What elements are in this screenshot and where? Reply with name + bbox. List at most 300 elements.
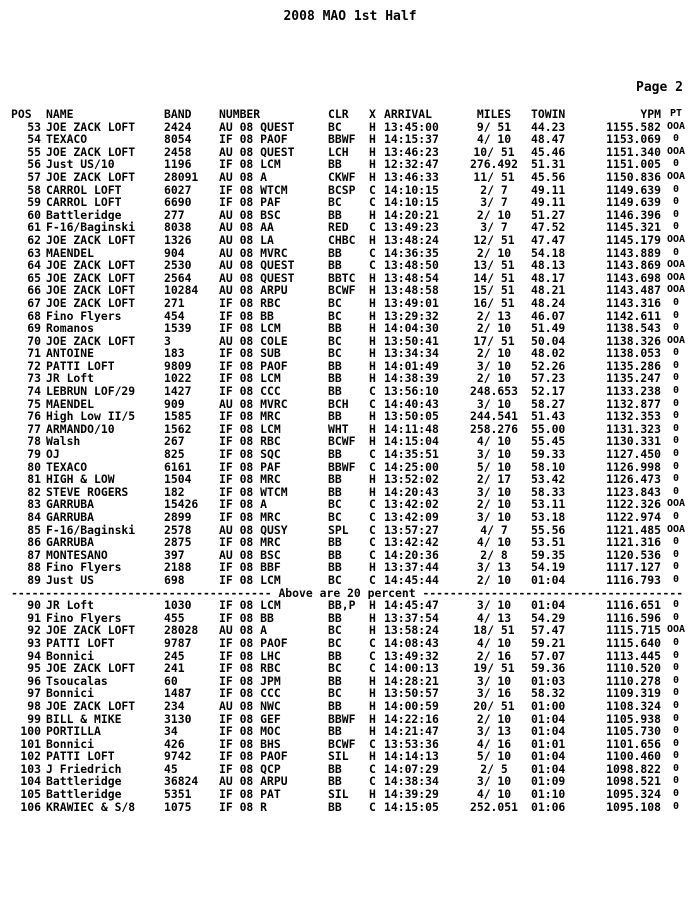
cell-pos: 55 [27, 144, 41, 159]
cell-number: AU 08 AA [219, 220, 274, 235]
cell-pt: OOA [666, 523, 686, 535]
cell-towin: 46.07 [531, 308, 566, 323]
cell-towin: 48.02 [531, 346, 566, 361]
cell-ypm: 1100.460 [606, 749, 661, 764]
cell-ypm: 1121.316 [606, 535, 661, 550]
cell-name: BILL & MIKE [46, 712, 122, 726]
cell-miles: 2/ 13 [476, 308, 512, 323]
cell-x: H [369, 346, 376, 361]
cell-number: IF 08 LCM [219, 321, 281, 336]
cell-miles: 10/ 51 [473, 144, 515, 159]
cell-number: IF 08 RBC [219, 434, 281, 449]
cell-pos: 83 [27, 497, 41, 512]
cell-band: 3 [164, 333, 171, 348]
cell-pt: 0 [672, 712, 680, 724]
cell-towin: 59.35 [531, 547, 566, 562]
cell-band: 277 [164, 207, 185, 222]
cell-miles: 3/ 10 [476, 484, 512, 499]
cell-clr: SPL [328, 523, 349, 537]
cell-pt: OOA [666, 259, 686, 271]
cell-ypm: 1146.396 [606, 207, 661, 222]
cell-ypm: 1153.069 [606, 132, 661, 147]
table-row [11, 738, 691, 751]
cell-pt: 0 [672, 385, 680, 397]
cell-miles: 11/ 51 [473, 169, 515, 184]
cell-pt: 0 [672, 636, 680, 648]
cell-x: H [369, 686, 376, 701]
cell-x: C [369, 572, 376, 587]
cell-x: H [369, 724, 376, 739]
cell-pos: 61 [27, 220, 41, 235]
cell-band: 28028 [164, 623, 199, 638]
table-row [11, 473, 691, 486]
cell-ypm: 1143.869 [606, 258, 661, 273]
cell-arrival: 13:46:33 [384, 169, 439, 184]
cell-towin: 57.47 [531, 623, 566, 638]
table-row [11, 750, 691, 763]
cell-ypm: 1135.247 [606, 371, 661, 386]
cell-clr: BC [328, 296, 342, 310]
cell-pos: 104 [20, 774, 41, 789]
cell-towin: 01:04 [531, 761, 566, 776]
rows-below-cutoff [11, 599, 691, 813]
cell-miles: 14/ 51 [473, 270, 515, 285]
cell-miles: 244.541 [469, 409, 518, 424]
cell-arrival: 13:37:54 [384, 610, 439, 625]
cell-number: IF 08 MOC [219, 724, 281, 739]
table-row [11, 788, 691, 801]
table-row [11, 624, 691, 637]
cell-x: C [369, 635, 376, 650]
cell-pt: 0 [672, 410, 680, 422]
cell-miles: 4/ 13 [476, 610, 512, 625]
cell-towin: 48.47 [531, 132, 566, 147]
cell-name: MONTESANO [46, 548, 108, 562]
cell-pos: 78 [27, 434, 41, 449]
table-row [11, 801, 691, 814]
cell-x: C [369, 245, 376, 260]
cell-pt: 0 [672, 397, 680, 409]
table-row [11, 650, 691, 663]
cell-x: H [369, 232, 376, 247]
cell-number: IF 08 PAT [219, 787, 281, 802]
cell-pt: 0 [672, 788, 680, 800]
cell-miles: 2/ 8 [480, 547, 508, 562]
cell-x: C [369, 497, 376, 512]
table-row [11, 536, 691, 549]
cell-number: IF 08 PAOF [219, 358, 288, 373]
cell-band: 28091 [164, 169, 199, 184]
cell-pos: 67 [27, 295, 41, 310]
cell-pt: OOA [666, 284, 686, 296]
cell-number: IF 08 MRC [219, 409, 281, 424]
cell-pos: 62 [27, 232, 41, 247]
cell-arrival: 14:10:15 [384, 195, 439, 210]
header-clr: CLR [328, 108, 349, 121]
cell-clr: BB [328, 561, 342, 574]
cell-x: C [369, 547, 376, 562]
cell-band: 454 [164, 308, 185, 323]
cell-number: AU 08 QUEST [219, 119, 295, 134]
cell-clr: BB [328, 548, 342, 562]
cell-pt: 0 [672, 460, 680, 472]
cell-clr: BB [328, 699, 342, 713]
cell-band: 825 [164, 447, 185, 462]
cell-name: PATTI LOFT [46, 750, 115, 763]
cell-clr: WHT [328, 422, 349, 436]
cell-arrival: 14:15:04 [384, 434, 439, 449]
cell-x: C [369, 220, 376, 235]
cell-ypm: 1155.582 [606, 119, 661, 134]
cell-arrival: 13:50:57 [384, 686, 439, 701]
header-miles: MILES [476, 107, 512, 121]
cell-number: AU 08 QUEST [219, 270, 295, 285]
cell-pos: 102 [20, 749, 41, 764]
cell-ypm: 1095.324 [606, 787, 661, 802]
cell-x: H [369, 421, 376, 436]
cell-band: 1022 [164, 371, 192, 386]
cell-pos: 69 [27, 321, 41, 336]
cell-number: AU 08 MVRC [219, 245, 288, 260]
cell-towin: 55.45 [531, 434, 566, 449]
cell-miles: 3/ 13 [476, 560, 512, 575]
cell-clr: CKWF [328, 170, 356, 184]
cell-ypm: 1116.651 [606, 598, 661, 613]
cell-towin: 55.56 [531, 522, 566, 537]
cell-name: STEVE ROGERS [46, 485, 129, 499]
cell-arrival: 13:56:10 [384, 384, 439, 399]
cell-pt: 0 [672, 573, 680, 585]
cell-pt: OOA [666, 498, 686, 510]
cell-ypm: 1149.639 [606, 182, 661, 197]
cell-band: 1562 [164, 421, 192, 436]
cell-x: C [369, 774, 376, 789]
cell-towin: 51.49 [531, 321, 566, 336]
cell-miles: 4/ 10 [476, 635, 512, 650]
cell-pos: 79 [27, 447, 41, 462]
cell-x: H [369, 434, 376, 449]
cell-clr: BB [328, 674, 342, 688]
table-row [11, 322, 691, 335]
cell-ypm: 1138.053 [606, 346, 661, 361]
cell-x: H [369, 358, 376, 373]
cell-band: 6690 [164, 195, 192, 210]
cell-band: 2424 [164, 119, 192, 134]
cell-ypm: 1143.487 [606, 283, 661, 298]
cell-number: IF 08 MRC [219, 535, 281, 550]
cell-arrival: 14:40:43 [384, 396, 439, 411]
table-row [11, 335, 691, 348]
cell-ypm: 1138.326 [606, 333, 661, 348]
cell-clr: BB [328, 372, 342, 386]
cell-name: HIGH & LOW [46, 473, 115, 486]
cell-name: Battleridge [46, 775, 122, 789]
cell-clr: SIL [328, 788, 349, 801]
cell-arrival: 13:49:01 [384, 295, 439, 310]
cell-towin: 49.11 [531, 195, 566, 210]
cell-pos: 91 [27, 610, 41, 625]
cell-band: 2458 [164, 144, 192, 159]
cell-ypm: 1151.340 [606, 144, 661, 159]
cell-x: H [369, 623, 376, 638]
cell-x: H [369, 283, 376, 298]
table-row [11, 184, 691, 197]
cell-arrival: 14:20:36 [384, 547, 439, 562]
cell-towin: 01:06 [531, 799, 566, 814]
cell-number: IF 08 CCC [219, 384, 281, 399]
cell-name: LEBRUN LOF/29 [46, 385, 136, 398]
cell-clr: BBTC [328, 271, 356, 285]
cell-number: IF 08 MRC [219, 510, 281, 524]
table-row [11, 209, 691, 222]
cell-ypm: 1105.730 [606, 724, 661, 739]
cell-arrival: 14:28:21 [384, 673, 439, 688]
cell-ypm: 1115.715 [606, 623, 661, 638]
cell-miles: 2/ 5 [480, 761, 508, 776]
cell-number: IF 08 MRC [219, 472, 281, 487]
cell-x: C [369, 799, 376, 814]
cell-band: 1326 [164, 232, 192, 247]
cell-towin: 58.27 [531, 396, 566, 411]
cell-band: 1585 [164, 409, 192, 424]
header-number: NUMBER [219, 107, 261, 121]
cell-pt: 0 [672, 737, 680, 749]
cell-miles: 4/ 10 [476, 787, 512, 802]
table-row [11, 410, 691, 423]
cell-pt: 0 [672, 322, 680, 334]
cell-ypm: 1135.286 [606, 358, 661, 373]
cell-x: C [369, 258, 376, 273]
cell-towin: 01:10 [531, 787, 566, 802]
table-row [11, 498, 691, 511]
cell-arrival: 14:01:49 [384, 358, 439, 373]
cell-ypm: 1101.656 [606, 736, 661, 751]
cell-ypm: 1138.543 [606, 321, 661, 336]
cell-clr: BBWF [328, 712, 356, 726]
cell-arrival: 13:37:44 [384, 560, 439, 575]
cell-towin: 45.56 [531, 169, 566, 184]
cell-band: 60 [164, 673, 178, 688]
cell-number: IF 08 PAOF [219, 132, 288, 147]
cell-towin: 48.13 [531, 258, 566, 273]
cell-pt: 0 [672, 662, 680, 674]
cell-x: C [369, 736, 376, 751]
table-row [11, 234, 691, 247]
cell-number: IF 08 LCM [219, 572, 281, 587]
table-row [11, 284, 691, 297]
cell-pos: 68 [27, 308, 41, 323]
cell-pos: 90 [27, 598, 41, 613]
cell-ypm: 1122.974 [606, 510, 661, 524]
cell-miles: 5/ 10 [476, 459, 512, 474]
cell-arrival: 13:58:24 [384, 623, 439, 638]
cell-miles: 4/ 7 [480, 522, 508, 537]
cell-x: C [369, 396, 376, 411]
cell-arrival: 14:45:47 [384, 598, 439, 613]
table-row [11, 700, 691, 713]
cell-clr: BB [328, 800, 342, 814]
cell-name: JOE ZACK LOFT [46, 284, 136, 297]
cell-band: 234 [164, 698, 185, 713]
cell-miles: 18/ 51 [473, 623, 515, 638]
cell-ypm: 1109.319 [606, 686, 661, 701]
cell-clr: BCWF [328, 435, 356, 449]
cell-name: MAENDEL [46, 397, 95, 411]
table-row [11, 448, 691, 461]
cell-name: CARROL LOFT [46, 196, 122, 209]
cell-number: IF 08 GEF [219, 711, 281, 726]
cell-towin: 01:04 [531, 572, 566, 587]
cell-ypm: 1132.353 [606, 409, 661, 424]
cell-pos: 80 [27, 459, 41, 474]
header-pos: POS [11, 107, 32, 121]
table-row [11, 725, 691, 738]
cell-ypm: 1145.321 [606, 220, 661, 235]
cell-miles: 2/ 10 [476, 207, 512, 222]
cell-name: Bonnici [46, 649, 95, 663]
cell-towin: 01:09 [531, 774, 566, 789]
cell-miles: 2/ 7 [480, 182, 508, 197]
table-row [11, 612, 691, 625]
cell-clr: BC [328, 347, 342, 360]
cell-number: AU 08 QUEST [219, 144, 295, 159]
cell-pt: OOA [666, 120, 686, 132]
cell-clr: BB [328, 158, 342, 171]
table-row [11, 524, 691, 537]
cell-band: 5351 [164, 787, 192, 802]
table-row [11, 347, 691, 360]
cell-pt: OOA [666, 271, 686, 283]
cell-band: 1030 [164, 598, 192, 613]
cell-ypm: 1142.611 [606, 308, 661, 323]
cell-number: IF 08 QCP [219, 761, 281, 776]
cell-towin: 01:03 [531, 673, 566, 688]
cell-arrival: 14:20:21 [384, 207, 439, 222]
cell-towin: 48.21 [531, 283, 566, 298]
cell-arrival: 14:04:30 [384, 321, 439, 336]
header-name: NAME [46, 108, 74, 121]
cell-number: IF 08 LCM [219, 157, 281, 172]
cell-number: AU 08 NWC [219, 698, 281, 713]
cell-ypm: 1116.793 [606, 572, 661, 587]
cell-towin: 59.36 [531, 661, 566, 676]
cell-pt: 0 [672, 448, 680, 460]
cell-pt: 0 [672, 599, 680, 611]
cell-x: H [369, 157, 376, 172]
cell-pos: 100 [20, 724, 41, 739]
cell-towin: 01:04 [531, 749, 566, 764]
cell-band: 1196 [164, 157, 192, 172]
cell-miles: 13/ 51 [473, 258, 515, 273]
cell-miles: 4/ 10 [476, 434, 512, 449]
table-row [11, 133, 691, 146]
cell-pt: 0 [672, 548, 680, 560]
cell-clr: BB,P [328, 599, 356, 612]
cell-arrival: 14:20:43 [384, 484, 439, 499]
cell-x: H [369, 333, 376, 348]
cell-towin: 48.17 [531, 270, 566, 285]
cell-number: IF 08 SQC [219, 447, 281, 462]
cell-number: IF 08 R [219, 799, 268, 814]
cell-miles: 2/ 16 [476, 648, 512, 663]
cell-name: GARRUBA [46, 511, 95, 524]
table-row [11, 662, 691, 675]
cell-pos: 57 [27, 169, 41, 184]
cell-miles: 2/ 10 [476, 321, 512, 336]
cell-arrival: 13:50:05 [384, 409, 439, 424]
cell-pt: 0 [672, 221, 680, 233]
cell-pos: 66 [27, 283, 41, 298]
cell-x: H [369, 132, 376, 147]
cell-pt: 0 [672, 775, 680, 787]
cell-arrival: 14:38:39 [384, 371, 439, 386]
cell-towin: 01:00 [531, 698, 566, 713]
cell-number: IF 08 CCC [219, 686, 281, 701]
cell-pos: 99 [27, 711, 41, 726]
cell-ypm: 1116.596 [606, 610, 661, 625]
cell-pos: 84 [27, 510, 41, 524]
cell-clr: BB [328, 649, 342, 663]
header-pt: PT [669, 108, 683, 119]
cell-name: Fino Flyers [46, 611, 122, 625]
table-row [11, 121, 691, 134]
percent-separator: -------------------------------------- Above are 20 percent -------------------------------------- [11, 586, 684, 600]
cell-towin: 53.42 [531, 472, 566, 487]
cell-pt: OOA [666, 233, 686, 245]
cell-x: H [369, 749, 376, 764]
cell-name: JOE ZACK LOFT [46, 699, 136, 713]
cell-number: IF 08 LCM [219, 598, 281, 613]
cell-name: CARROL LOFT [46, 183, 122, 197]
cell-towin: 54.19 [531, 560, 566, 575]
cell-ypm: 1132.877 [606, 396, 661, 411]
table-row [11, 637, 691, 650]
cell-clr: BCH [328, 397, 349, 411]
cell-number: AU 08 MVRC [219, 396, 288, 411]
table-row [11, 221, 691, 234]
cell-miles: 3/ 10 [476, 510, 512, 524]
cell-pt: 0 [672, 347, 680, 359]
cell-number: IF 08 BB [219, 610, 274, 625]
cell-name: MAENDEL [46, 246, 95, 260]
cell-number: IF 08 WTCM [219, 182, 288, 197]
cell-number: IF 08 PAOF [219, 749, 288, 764]
cell-number: IF 08 SUB [219, 346, 281, 361]
cell-x: H [369, 308, 376, 323]
cell-x: H [369, 472, 376, 487]
cell-name: JOE ZACK LOFT [46, 296, 136, 310]
cell-arrival: 13:53:36 [384, 736, 439, 751]
cell-miles: 3/ 7 [480, 195, 508, 210]
cell-pt: 0 [672, 561, 680, 573]
cell-pos: 59 [27, 195, 41, 210]
table-row [11, 158, 691, 171]
cell-clr: BB [328, 611, 342, 625]
cell-pos: 101 [20, 736, 41, 751]
cell-miles: 17/ 51 [473, 333, 515, 348]
cell-pt: 0 [672, 511, 680, 522]
cell-towin: 54.29 [531, 610, 566, 625]
cell-x: C [369, 459, 376, 474]
cell-clr: BB [328, 775, 342, 789]
cell-name: JOE ZACK LOFT [46, 259, 136, 272]
cell-arrival: 13:49:23 [384, 220, 439, 235]
cell-pos: 58 [27, 182, 41, 197]
cell-towin: 59.33 [531, 447, 566, 462]
cell-number: AU 08 QUEST [219, 258, 295, 273]
cell-band: 45 [164, 761, 178, 776]
cell-x: H [369, 787, 376, 802]
